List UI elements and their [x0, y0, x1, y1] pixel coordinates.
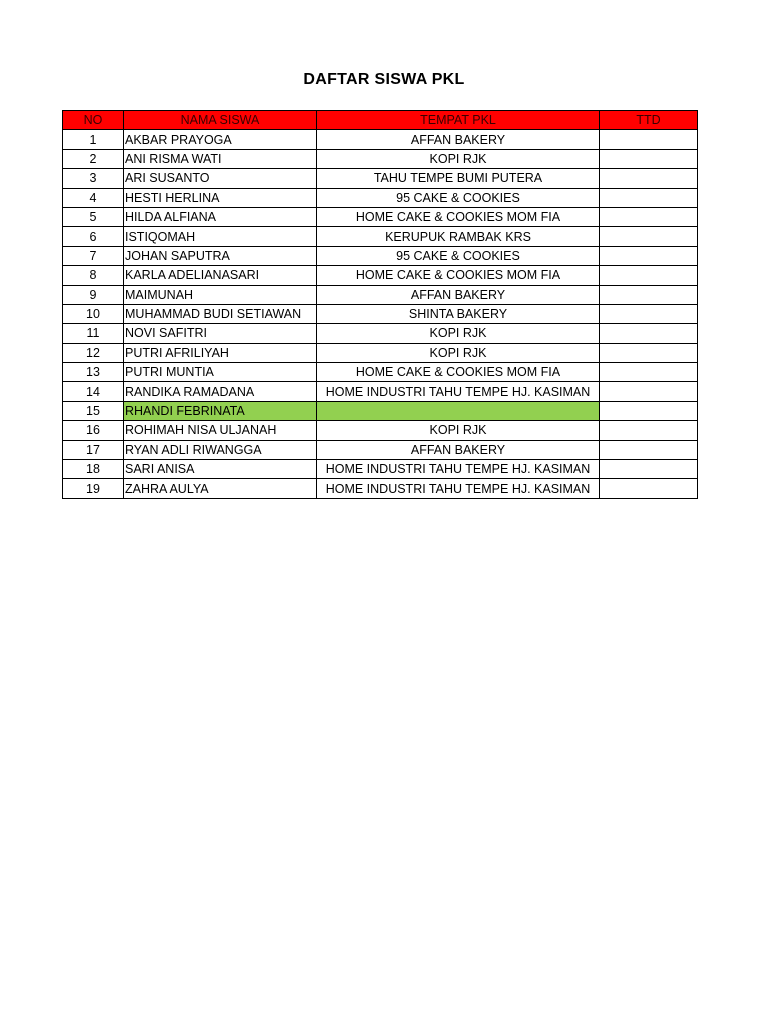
row-number-cell[interactable]: 18: [63, 460, 124, 479]
pkl-place-cell[interactable]: [317, 401, 600, 420]
signature-cell[interactable]: [600, 421, 698, 440]
table-row: [63, 130, 698, 149]
pkl-place-cell[interactable]: HOME INDUSTRI TAHU TEMPE HJ. KASIMAN: [317, 479, 600, 498]
signature-cell[interactable]: [600, 460, 698, 479]
signature-cell[interactable]: [600, 401, 698, 420]
table-row: [63, 227, 698, 246]
signature-cell[interactable]: [600, 304, 698, 323]
student-name-cell[interactable]: MAIMUNAH: [124, 285, 317, 304]
student-name-cell[interactable]: HILDA ALFIANA: [124, 207, 317, 226]
signature-cell[interactable]: [600, 343, 698, 362]
student-name-cell[interactable]: RHANDI FEBRINATA: [124, 401, 317, 420]
signature-cell[interactable]: [600, 149, 698, 168]
signature-cell[interactable]: [600, 479, 698, 498]
student-name-cell[interactable]: ANI RISMA WATI: [124, 149, 317, 168]
signature-cell[interactable]: [600, 169, 698, 188]
table-row: [63, 266, 698, 285]
student-name-cell[interactable]: PUTRI MUNTIA: [124, 363, 317, 382]
pkl-place-cell[interactable]: HOME INDUSTRI TAHU TEMPE HJ. KASIMAN: [317, 460, 600, 479]
pkl-place-cell[interactable]: SHINTA BAKERY: [317, 304, 600, 323]
pkl-place-cell[interactable]: KERUPUK RAMBAK KRS: [317, 227, 600, 246]
table-row: [63, 401, 698, 420]
signature-cell[interactable]: [600, 382, 698, 401]
pkl-place-cell[interactable]: AFFAN BAKERY: [317, 130, 600, 149]
student-name-cell[interactable]: SARI ANISA: [124, 460, 317, 479]
student-name-cell[interactable]: RANDIKA RAMADANA: [124, 382, 317, 401]
student-name-cell[interactable]: NOVI SAFITRI: [124, 324, 317, 343]
row-number-cell[interactable]: 19: [63, 479, 124, 498]
table-row: [63, 149, 698, 168]
row-number-cell[interactable]: 8: [63, 266, 124, 285]
row-number-cell[interactable]: 6: [63, 227, 124, 246]
signature-cell[interactable]: [600, 130, 698, 149]
table-row: [63, 421, 698, 440]
row-number-cell[interactable]: 15: [63, 401, 124, 420]
table-row: [63, 246, 698, 265]
signature-cell[interactable]: [600, 363, 698, 382]
row-number-cell[interactable]: 13: [63, 363, 124, 382]
header-sign[interactable]: TTD: [600, 111, 698, 130]
table-row: [63, 285, 698, 304]
pkl-place-cell[interactable]: AFFAN BAKERY: [317, 440, 600, 459]
signature-cell[interactable]: [600, 188, 698, 207]
student-table: [62, 110, 698, 499]
table-row: [63, 440, 698, 459]
signature-cell[interactable]: [600, 440, 698, 459]
row-number-cell[interactable]: 11: [63, 324, 124, 343]
pkl-place-cell[interactable]: KOPI RJK: [317, 421, 600, 440]
pkl-place-cell[interactable]: HOME CAKE & COOKIES MOM FIA: [317, 266, 600, 285]
signature-cell[interactable]: [600, 285, 698, 304]
row-number-cell[interactable]: 12: [63, 343, 124, 362]
pkl-place-cell[interactable]: KOPI RJK: [317, 324, 600, 343]
student-name-cell[interactable]: AKBAR PRAYOGA: [124, 130, 317, 149]
header-row: [63, 111, 698, 130]
student-name-cell[interactable]: RYAN ADLI RIWANGGA: [124, 440, 317, 459]
page-title: DAFTAR SISWA PKL: [303, 71, 465, 88]
table-row: [63, 324, 698, 343]
row-number-cell[interactable]: 2: [63, 149, 124, 168]
pkl-place-cell[interactable]: AFFAN BAKERY: [317, 285, 600, 304]
student-name-cell[interactable]: KARLA ADELIANASARI: [124, 266, 317, 285]
table-row: [63, 382, 698, 401]
table-row: [63, 479, 698, 498]
pkl-place-cell[interactable]: KOPI RJK: [317, 149, 600, 168]
table-row: [63, 188, 698, 207]
student-name-cell[interactable]: ARI SUSANTO: [124, 169, 317, 188]
row-number-cell[interactable]: 9: [63, 285, 124, 304]
table-row: [63, 207, 698, 226]
row-number-cell[interactable]: 4: [63, 188, 124, 207]
header-place[interactable]: TEMPAT PKL: [317, 111, 600, 130]
pkl-place-cell[interactable]: 95 CAKE & COOKIES: [317, 188, 600, 207]
row-number-cell[interactable]: 10: [63, 304, 124, 323]
table-row: [63, 460, 698, 479]
table-row: [63, 363, 698, 382]
student-name-cell[interactable]: JOHAN SAPUTRA: [124, 246, 317, 265]
row-number-cell[interactable]: 14: [63, 382, 124, 401]
pkl-place-cell[interactable]: HOME INDUSTRI TAHU TEMPE HJ. KASIMAN: [317, 382, 600, 401]
student-name-cell[interactable]: ISTIQOMAH: [124, 227, 317, 246]
pkl-place-cell[interactable]: TAHU TEMPE BUMI PUTERA: [317, 169, 600, 188]
header-no[interactable]: NO: [63, 111, 124, 130]
student-name-cell[interactable]: HESTI HERLINA: [124, 188, 317, 207]
student-name-cell[interactable]: ZAHRA AULYA: [124, 479, 317, 498]
signature-cell[interactable]: [600, 207, 698, 226]
row-number-cell[interactable]: 3: [63, 169, 124, 188]
table-row: [63, 304, 698, 323]
pkl-place-cell[interactable]: HOME CAKE & COOKIES MOM FIA: [317, 207, 600, 226]
signature-cell[interactable]: [600, 246, 698, 265]
row-number-cell[interactable]: 1: [63, 130, 124, 149]
signature-cell[interactable]: [600, 266, 698, 285]
pkl-place-cell[interactable]: 95 CAKE & COOKIES: [317, 246, 600, 265]
table-row: [63, 343, 698, 362]
student-name-cell[interactable]: MUHAMMAD BUDI SETIAWAN: [124, 304, 317, 323]
header-name[interactable]: NAMA SISWA: [124, 111, 317, 130]
signature-cell[interactable]: [600, 227, 698, 246]
student-name-cell[interactable]: ROHIMAH NISA ULJANAH: [124, 421, 317, 440]
pkl-place-cell[interactable]: HOME CAKE & COOKIES MOM FIA: [317, 363, 600, 382]
row-number-cell[interactable]: 5: [63, 207, 124, 226]
row-number-cell[interactable]: 17: [63, 440, 124, 459]
signature-cell[interactable]: [600, 324, 698, 343]
pkl-place-cell[interactable]: KOPI RJK: [317, 343, 600, 362]
table-row: [63, 169, 698, 188]
row-number-cell[interactable]: 16: [63, 421, 124, 440]
student-name-cell[interactable]: PUTRI AFRILIYAH: [124, 343, 317, 362]
row-number-cell[interactable]: 7: [63, 246, 124, 265]
